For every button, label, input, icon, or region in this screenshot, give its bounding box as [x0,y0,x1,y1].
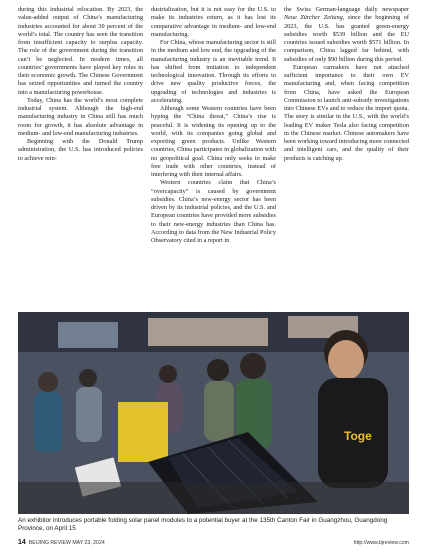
paragraph-text: , since the beginning of 2023, the U.S. has granted green-energy subsidies worth $539 billion and the EU countries issued subsidies worth $571 billion. In comparison, China lagged far behind, with subsidies of only $90 billion during this period. [284,14,409,63]
article-paragraph: Today, China has the world’s most complete industrial system. Although the high-end manufacturing industry in China still has much room for growth, it has absolute advantage in medium- and low-end manufacturing industries. [18,96,143,137]
page-footer [18,539,409,549]
article-paragraph: during this industrial relocation. By 2023, the value-added output of China’s manufacturing industries accounted for about 30 percent of the world’s total. The country has seen the transition from insufficient capacity to surplus capacity. The role of the government during the transition can’t be neglected. In modern times, all countries’ governments have played key roles in their economic growth. The Chinese Government has seized opportunities and turned the country into a manufacturing powerhouse. [18,6,143,96]
article-paragraph [284,6,409,64]
article-body [18,6,409,306]
article-paragraph: dustrialization, but it is not easy for the U.S. to make its industries return, as it has lost its comparative advantage in medium- and low-end manufacturing. [151,6,276,38]
article-paragraph: European carmakers have not attached sufficient importance to their own EV manufacturing and, when facing competition from China, have asked the European Commission to launch anti-subsidy investigations into Chinese EVs and to reduce the import quota. The story is similar in the U.S., with the world’s leading EV maker Tesla also facing competition in the Chinese market. Chinese automakers have been working toward introducing more connected and intelligent cars, and the quality of their products is catching up. [284,63,409,162]
article-column-1 [18,6,143,306]
photo-illustration [18,312,409,514]
article-column-3 [284,6,409,306]
article-paragraph: For China, whose manufacturing sector is still in the medium and low end, the upgrading of the manufacturing industry is an inevitable trend. It has shifted from imitation to independent technological innovation. Through its efforts to drive new quality productive forces, the upgrading of technologies and industries is accelerating. [151,39,276,104]
photo-caption: An exhibitor introduces portable folding solar panel modules to a potential buyer at the 135th Canton Fair in Guangzhou, Guangdong Province, on April 15 [18,517,388,532]
footer-left [18,539,105,546]
page-number: 14 [18,539,26,546]
booth-sign: Toge [344,429,372,443]
canton-fair-photo [18,312,409,514]
issue-label: BEIJING REVIEW MAY 23, 2024 [28,540,105,546]
article-paragraph: Western countries claim that China’s “overcapacity” is caused by government subsidies. China’s new-energy sector has been driven by its industrial policies, and the U.S. and European countries have provided more subsidies to their new-energy industries than China has. According to data from the New Industrial Policy Observatory cited in a report in [151,179,276,244]
paragraph-text: the Swiss German-language daily newspaper [284,6,409,13]
article-paragraph: Although some Western countries have been hyping the “China threat,” China’s rise is peaceful. It is widening its opening up to the world, with its companies going global and exporting green products. Unlike Western countries, China participates in globalization with no geopolitical goal. China only seeks to make free trade with other countries, instead of interfering with their internal affairs. [151,105,276,178]
site-url: http://www.bjreview.com [353,540,409,546]
newspaper-name: Neue Zürcher Zeitung [284,14,343,22]
article-paragraph: Beginning with the Donald Trump administration, the U.S. has introduced policies to achieve rein- [18,138,143,162]
article-column-2 [151,6,276,306]
